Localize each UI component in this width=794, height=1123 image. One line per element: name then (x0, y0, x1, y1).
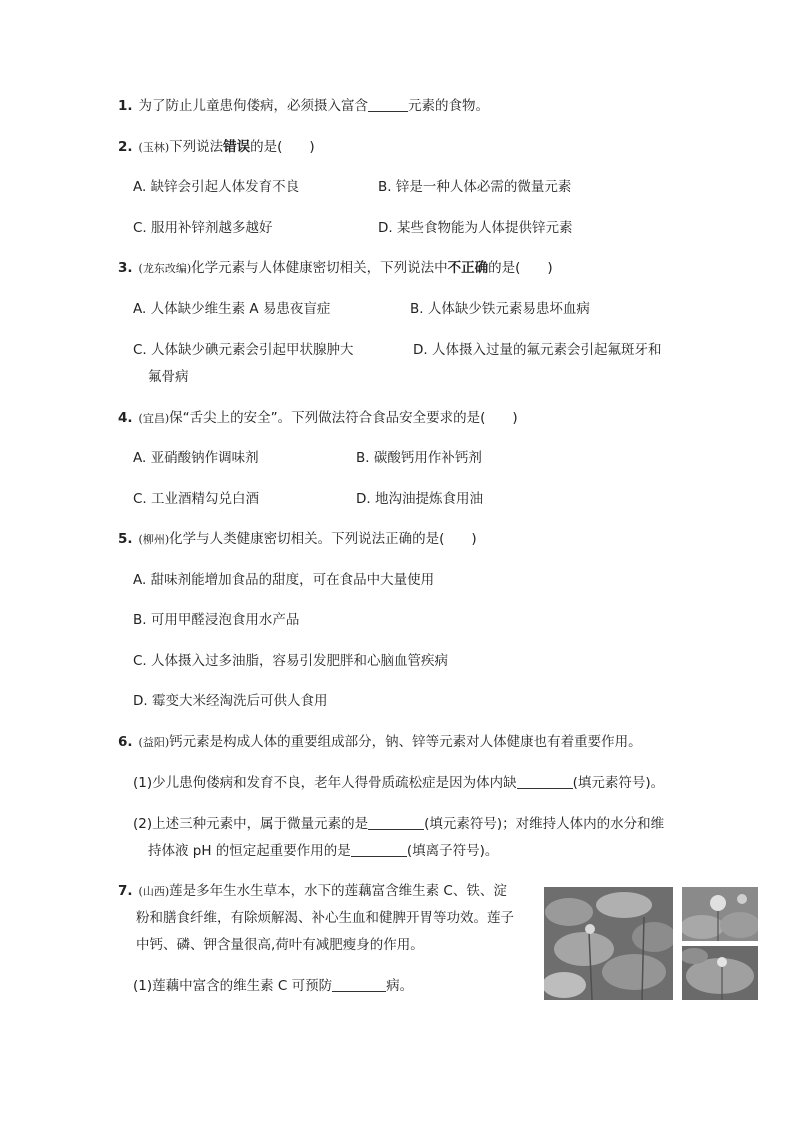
question-1: 1. 为了防止儿童患佝偻病，必须摄入富含 元素的食物。 (118, 98, 490, 114)
question-6-part-2-continued: 持体液 pH 的恒定起重要作用的是 (填离子符号)。 (148, 843, 499, 859)
option-a[interactable]: A. 甜味剂能增加食品的甜度，可在食品中大量使用 (133, 572, 435, 588)
option-c[interactable]: C. 人体摄入过多油脂，容易引发肥胖和心脑血管疾病 (133, 653, 449, 669)
option-a[interactable]: A. 人体缺少维生素 A 易患夜盲症 (133, 301, 331, 317)
question-7-line-3: 中钙、磷、钾含量很高,荷叶有减肥瘦身的作用。 (136, 937, 424, 953)
option-d[interactable]: D. 地沟油提炼食用油 (356, 491, 483, 507)
option-b[interactable]: B. 可用甲醛浸泡食用水产品 (133, 612, 300, 628)
lotus-leaf-image (682, 946, 758, 1000)
answer-blank[interactable] (368, 815, 424, 830)
option-c[interactable]: C. 服用补锌剂越多越好 (133, 220, 273, 236)
answer-blank[interactable] (368, 97, 408, 112)
question-3: 3. (龙东改编)化学元素与人体健康密切相关，下列说法中不正确的是( ) (118, 260, 553, 276)
question-5: 5. (柳州)化学与人类健康密切相关。下列说法正确的是( ) (118, 531, 477, 547)
question-6: 6. (益阳)钙元素是构成人体的重要组成部分，钠、锌等元素对人体健康也有着重要作用。 (118, 734, 642, 750)
option-d[interactable]: D. 某些食物能为人体提供锌元素 (378, 220, 573, 236)
question-7-part-1: (1)莲藕中富含的维生素 C 可预防 病。 (133, 978, 414, 994)
answer-blank[interactable] (351, 842, 407, 857)
question-6-part-2: (2)上述三种元素中，属于微量元素的是 (填元素符号)；对维持人体内的水分和维 (133, 816, 665, 832)
option-d-continued: 氟骨病 (148, 369, 189, 385)
option-c[interactable]: C. 工业酒精勾兑白酒 (133, 491, 260, 507)
answer-blank[interactable] (517, 774, 573, 789)
question-7-line-2: 粉和膳食纤维，有除烦解渴、补心生血和健脾开胃等功效。莲子 (136, 910, 514, 926)
question-4: 4. (宜昌)保“舌尖上的安全”。下列做法符合食品安全要求的是( ) (118, 410, 518, 426)
option-d[interactable]: D. 人体摄入过量的氟元素会引起氟斑牙和 (413, 342, 662, 358)
lotus-field-image (544, 887, 673, 1000)
option-a[interactable]: A. 亚硝酸钠作调味剂 (133, 450, 259, 466)
answer-blank[interactable] (332, 977, 386, 992)
option-c[interactable]: C. 人体缺少碘元素会引起甲状腺肿大 (133, 342, 354, 358)
option-b[interactable]: B. 人体缺少铁元素易患坏血病 (410, 301, 590, 317)
option-b[interactable]: B. 锌是一种人体必需的微量元素 (378, 179, 572, 195)
question-6-part-1: (1)少儿患佝偻病和发育不良，老年人得骨质疏松症是因为体内缺 (填元素符号)。 (133, 775, 665, 791)
question-7: 7. (山西)莲是多年生水生草本，水下的莲藕富含维生素 C、铁、淀 (118, 883, 507, 899)
question-2: 2. (玉林)下列说法错误的是( ) (118, 139, 315, 155)
lotus-flower-image (682, 887, 758, 941)
option-b[interactable]: B. 碳酸钙用作补钙剂 (356, 450, 482, 466)
option-d[interactable]: D. 霉变大米经淘洗后可供人食用 (133, 693, 328, 709)
option-a[interactable]: A. 缺锌会引起人体发育不良 (133, 179, 300, 195)
